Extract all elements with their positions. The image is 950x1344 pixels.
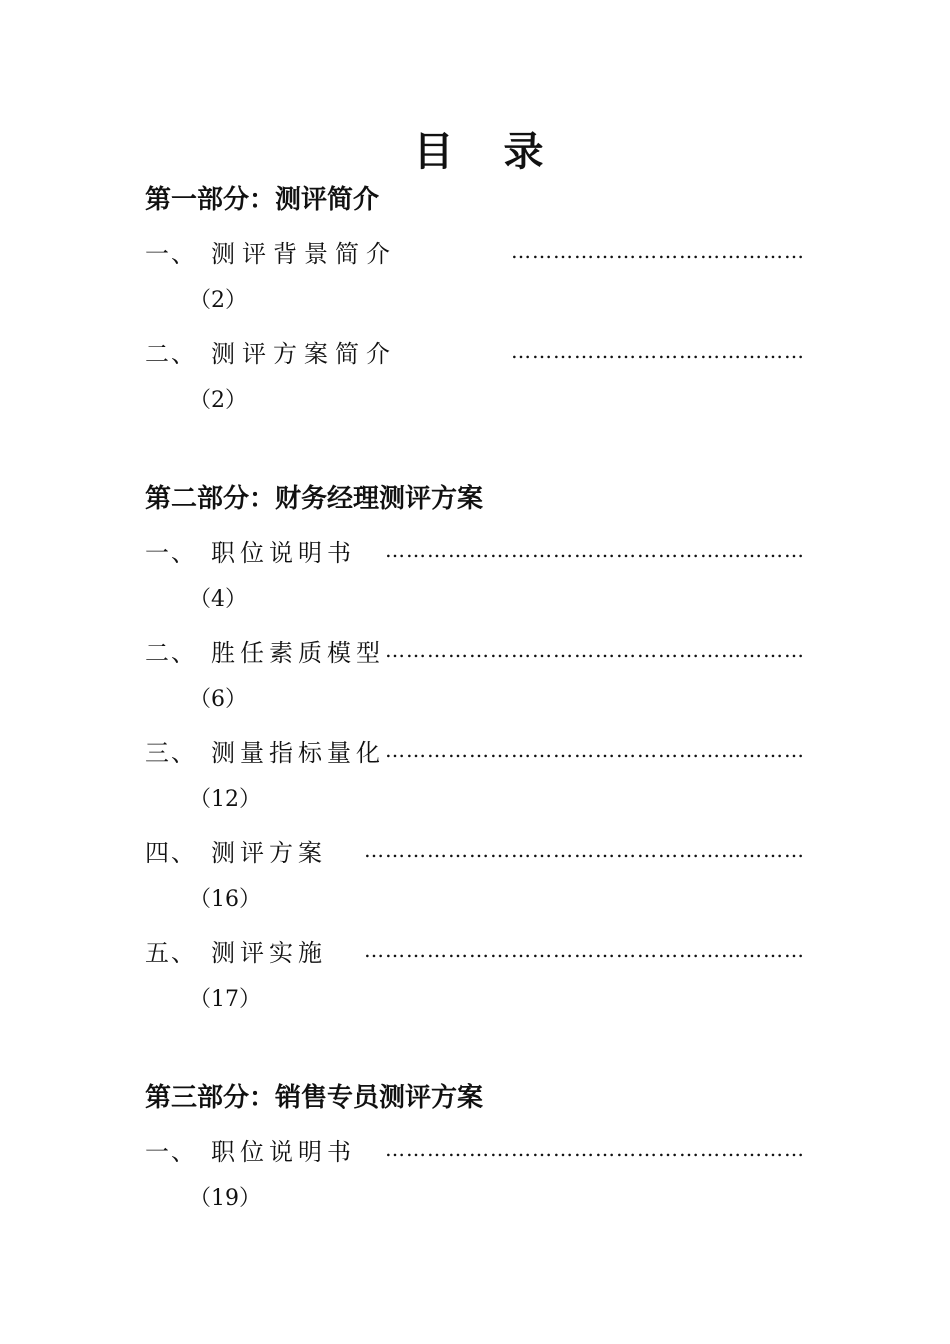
entry-title: 测评方案简介 <box>211 339 397 368</box>
dot-leader: …………………………………… <box>511 339 805 363</box>
toc-entry[interactable] <box>145 1124 805 1224</box>
entry-number: 三、 <box>145 738 197 767</box>
dot-leader: …………………………………………………… <box>385 1137 805 1161</box>
toc-entry[interactable] <box>145 326 805 426</box>
page-number: （16） <box>189 887 261 912</box>
dot-leader: ……………………………………………………… <box>364 838 805 862</box>
part-heading: 第一部分：测评简介 <box>145 185 380 215</box>
toc-entry[interactable] <box>145 525 805 625</box>
entry-title: 测量指标量化 <box>211 738 385 767</box>
page-number: （2） <box>189 388 247 413</box>
page-number: （19） <box>189 1186 261 1211</box>
entry-number: 五、 <box>145 938 197 967</box>
entry-number: 二、 <box>145 638 197 667</box>
toc-entry[interactable] <box>145 226 805 326</box>
toc-entry[interactable] <box>145 925 805 1025</box>
dot-leader: …………………………………………………… <box>385 638 805 662</box>
toc-entry[interactable] <box>145 625 805 725</box>
entry-number: 一、 <box>145 239 197 268</box>
entry-number: 二、 <box>145 339 197 368</box>
toc-entry[interactable] <box>145 725 805 825</box>
toc-title: 目 录 <box>413 128 562 175</box>
entry-title: 测评背景简介 <box>211 239 397 268</box>
entry-title: 职位说明书 <box>211 1137 356 1166</box>
toc-part-1 <box>145 182 805 426</box>
page-number: （4） <box>189 587 247 612</box>
dot-leader: …………………………………………………… <box>385 538 805 562</box>
toc-part-3 <box>145 1080 805 1224</box>
entry-number: 一、 <box>145 1137 197 1166</box>
dot-leader: ……………………………………………………… <box>364 938 805 962</box>
entry-number: 四、 <box>145 838 197 867</box>
page-number: （12） <box>189 787 261 812</box>
toc-entry[interactable] <box>145 825 805 925</box>
dot-leader: …………………………………… <box>511 239 805 263</box>
part-heading: 第二部分：财务经理测评方案 <box>145 484 484 514</box>
entry-title: 测评方案 <box>211 838 327 867</box>
page-number: （6） <box>189 687 247 712</box>
entry-title: 测评实施 <box>211 938 327 967</box>
dot-leader: …………………………………………………… <box>385 738 805 762</box>
entry-title: 胜任素质模型 <box>211 638 385 667</box>
page-number: （17） <box>189 987 261 1012</box>
entry-number: 一、 <box>145 538 197 567</box>
toc-part-2 <box>145 481 805 1025</box>
page-number: （2） <box>189 288 247 313</box>
part-heading: 第三部分：销售专员测评方案 <box>145 1083 484 1113</box>
entry-title: 职位说明书 <box>211 538 356 567</box>
